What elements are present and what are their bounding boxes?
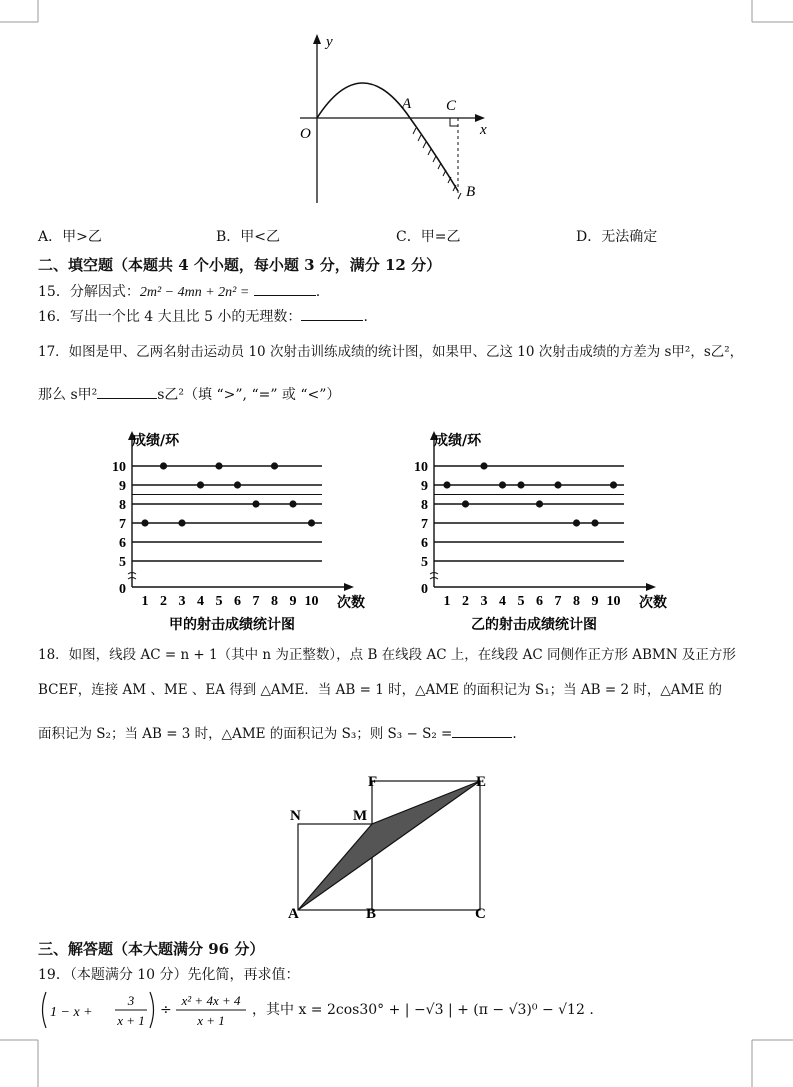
q15-prefix: 15．分解因式：	[38, 284, 140, 300]
label-b: B	[366, 906, 377, 922]
origin-label: 0	[119, 582, 126, 597]
option-b[interactable]: B．甲<乙	[216, 229, 281, 245]
point-b-label: B	[466, 184, 476, 200]
x-tick-label: 2	[462, 594, 469, 609]
q16-text: 16．写出一个比 4 大且比 5 小的无理数：	[38, 309, 302, 325]
q17-line2-prefix: 那么 s甲²	[38, 387, 98, 403]
q19-condition: ，其中 x = 2cos30° + | −√3 | + (π − √3)⁰ − √12 .	[252, 1002, 594, 1018]
label-n: N	[290, 808, 301, 824]
origin-label: 0	[421, 582, 428, 597]
label-e: E	[476, 774, 487, 790]
q18-answer-blank[interactable]	[452, 737, 512, 738]
y-axis-title: 成绩/环	[434, 433, 482, 449]
q19-frac2-num: x² + 4x + 4	[181, 993, 241, 1008]
q16-suffix: .	[363, 309, 368, 325]
y-tick-label: 9	[119, 479, 126, 494]
q15-expr: 2m² − 4mn + 2n² =	[139, 285, 250, 300]
q17-answer-blank[interactable]	[97, 398, 157, 399]
y-tick-label: 9	[421, 479, 428, 494]
x-tick-label: 3	[480, 594, 488, 609]
data-point	[499, 481, 506, 488]
x-axis-arrow	[344, 583, 354, 591]
data-point	[197, 481, 204, 488]
y-tick-label: 10	[112, 460, 126, 475]
q18-line3-prefix: 面积记为 S₂；当 AB = 3 时，△AME 的面积记为 S₃；则 S₃ − S₂ =	[38, 726, 453, 742]
data-point	[480, 462, 487, 469]
chart-title: 乙的射击成绩统计图	[471, 617, 597, 633]
section-3-title: 三、解答题（本大题满分 96 分）	[38, 940, 265, 958]
x-axis-label: x	[480, 122, 487, 138]
question-16	[38, 308, 368, 326]
x-tick-label: 10	[304, 594, 319, 609]
data-point	[517, 481, 524, 488]
q17-line1: 17．如图是甲、乙两名射击运动员 10 次射击训练成绩的统计图，如果甲、乙这 10 次射击成绩的方差为 s甲²，s乙²，	[38, 344, 744, 360]
point-c-label: C	[446, 98, 457, 114]
x-axis-title: 次数	[639, 595, 667, 611]
x-tick-label: 9	[289, 594, 297, 609]
data-point	[178, 519, 185, 526]
x-tick-label: 4	[197, 594, 204, 609]
q19-intro: 19．（本题满分 10 分）先化简，再求值：	[38, 967, 300, 983]
y-tick-label: 5	[421, 555, 428, 570]
label-a: A	[288, 906, 299, 922]
x-tick-label: 6	[536, 594, 543, 609]
data-point	[536, 500, 543, 507]
x-axis-arrow	[646, 583, 656, 591]
data-point	[160, 462, 167, 469]
q19-frac1-den: x + 1	[117, 1013, 145, 1028]
chart-title: 甲的射击成绩统计图	[169, 617, 295, 633]
option-d[interactable]: D．无法确定	[576, 229, 658, 245]
point-a-label: A	[402, 96, 412, 112]
data-point	[252, 500, 259, 507]
q19-left-terms: 1 − x +	[50, 1005, 93, 1020]
x-tick-label: 1	[141, 594, 149, 609]
q15-answer-blank[interactable]	[254, 295, 316, 296]
option-c[interactable]: C．甲=乙	[396, 229, 461, 245]
data-point	[271, 462, 278, 469]
q17-line2	[38, 386, 340, 404]
y-tick-label: 6	[119, 536, 126, 551]
parabola-figure	[280, 28, 510, 218]
data-point	[141, 519, 148, 526]
q17-line2-mid: s乙²（填 “>”, “=” 或 “<”）	[157, 387, 341, 403]
data-point	[591, 519, 598, 526]
q19-frac2-den: x + 1	[197, 1013, 225, 1028]
data-point	[554, 481, 561, 488]
x-axis-title: 次数	[337, 595, 365, 611]
q19-frac2	[174, 990, 254, 1030]
point-o-label: O	[300, 126, 311, 142]
data-point	[234, 481, 241, 488]
y-axis-title: 成绩/环	[132, 433, 180, 449]
x-tick-label: 3	[178, 594, 186, 609]
x-tick-label: 6	[234, 594, 241, 609]
chart-jia	[100, 425, 380, 635]
x-tick-label: 10	[606, 594, 621, 609]
q16-answer-blank[interactable]	[301, 320, 363, 321]
data-point	[308, 519, 315, 526]
q19-paren-expr	[38, 990, 158, 1030]
label-c: C	[475, 906, 486, 922]
label-f: F	[368, 774, 378, 790]
data-point	[215, 462, 222, 469]
data-point	[462, 500, 469, 507]
question-15	[38, 283, 320, 302]
x-tick-label: 7	[252, 594, 260, 609]
x-tick-label: 5	[517, 594, 525, 609]
data-point	[289, 500, 296, 507]
square-figure	[280, 768, 510, 923]
y-tick-label: 10	[414, 460, 428, 475]
data-point	[610, 481, 617, 488]
option-a[interactable]: A．甲>乙	[38, 229, 102, 245]
x-tick-label: 7	[554, 594, 562, 609]
chart-yi	[402, 425, 682, 635]
q18-line1: 18．如图，线段 AC = n + 1（其中 n 为正整数），点 B 在线段 AC 上，在线段 AC 同侧作正方形 ABMN 及正方形	[38, 647, 736, 663]
x-tick-label: 5	[215, 594, 223, 609]
y-tick-label: 7	[119, 517, 126, 532]
data-point	[573, 519, 580, 526]
y-axis-label: y	[326, 34, 333, 50]
y-tick-label: 5	[119, 555, 126, 570]
x-tick-label: 9	[591, 594, 599, 609]
q15-suffix: .	[315, 284, 321, 300]
section-2-title: 二、填空题（本题共 4 个小题，每小题 3 分，满分 12 分）	[38, 256, 442, 274]
q19-frac1-num: 3	[127, 993, 135, 1008]
x-tick-label: 1	[443, 594, 451, 609]
x-tick-label: 8	[573, 594, 580, 609]
q18-line2: BCEF，连接 AM 、ME 、EA 得到 △AME．当 AB = 1 时，△AME 的面积记为 S₁；当 AB = 2 时，△AME 的	[38, 682, 722, 698]
y-tick-label: 8	[421, 498, 428, 513]
q18-line3	[38, 725, 517, 743]
q18-line3-suffix: .	[512, 726, 517, 742]
q19-expression	[38, 990, 594, 1030]
x-tick-label: 2	[160, 594, 167, 609]
data-point	[443, 481, 450, 488]
label-m: M	[353, 808, 368, 824]
q19-div-sign: ÷	[160, 1002, 172, 1018]
y-tick-label: 6	[421, 536, 428, 551]
y-tick-label: 7	[421, 517, 428, 532]
x-tick-label: 4	[499, 594, 506, 609]
y-tick-label: 8	[119, 498, 126, 513]
x-tick-label: 8	[271, 594, 278, 609]
